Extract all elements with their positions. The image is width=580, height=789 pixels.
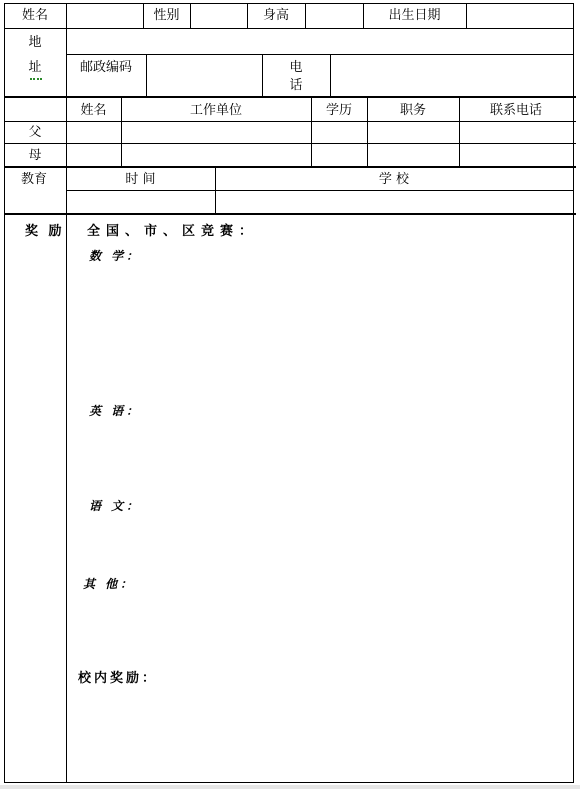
father-label: 父: [28, 125, 42, 140]
school-awards-label: 校内奖励：: [78, 671, 159, 686]
postcode-input[interactable]: [147, 55, 262, 96]
other-label: 其 他：: [83, 577, 136, 591]
chinese-label: 语 文：: [89, 499, 142, 513]
competition-title: 全国、市、区竞赛：: [87, 224, 259, 239]
rule-address-bottom: [4, 96, 576, 98]
parents-header-phone: 联系电话: [489, 103, 542, 118]
parents-header-workplace: 工作单位: [189, 103, 242, 118]
awards-input-area[interactable]: [67, 243, 573, 781]
spellcheck-underline: [30, 76, 42, 80]
math-label: 数 学：: [89, 249, 142, 263]
name-label: 姓名: [21, 8, 48, 23]
father-row-input[interactable]: [67, 122, 573, 143]
rule-bottom: [4, 782, 574, 783]
education-time-input[interactable]: [67, 191, 215, 213]
height-label: 身高: [262, 8, 289, 23]
rule-edu-bottom: [4, 213, 576, 215]
phone-label-bottom: 话: [289, 78, 303, 93]
rule-parents-bottom: [4, 166, 576, 168]
border-left: [4, 3, 5, 783]
parents-header-education: 学历: [325, 103, 352, 118]
education-school-header: 学 校: [378, 172, 410, 187]
birthdate-input[interactable]: [467, 4, 573, 28]
postcode-label: 邮政编码: [80, 60, 133, 75]
address-input[interactable]: [67, 29, 573, 54]
phone-label-top: 电: [289, 60, 303, 75]
border-right: [573, 3, 574, 783]
address-label-top: 地: [28, 35, 42, 50]
awards-label: 奖 励: [25, 224, 65, 239]
education-label: 教育: [21, 172, 48, 187]
mother-row-input[interactable]: [67, 144, 573, 166]
page-edge: [0, 785, 580, 789]
birthdate-label: 出生日期: [388, 8, 441, 23]
gender-input[interactable]: [191, 4, 247, 28]
phone-input[interactable]: [331, 55, 573, 96]
mother-label: 母: [28, 148, 42, 163]
address-label-bottom: 址: [28, 60, 42, 75]
parents-header-position: 职务: [399, 103, 426, 118]
english-label: 英 语：: [89, 404, 142, 418]
education-time-header: 时 间: [125, 172, 156, 187]
name-input[interactable]: [67, 4, 143, 28]
height-input[interactable]: [306, 4, 363, 28]
education-school-input[interactable]: [216, 191, 573, 213]
gender-label: 性别: [153, 8, 180, 23]
parents-header-name: 姓名: [80, 103, 107, 118]
